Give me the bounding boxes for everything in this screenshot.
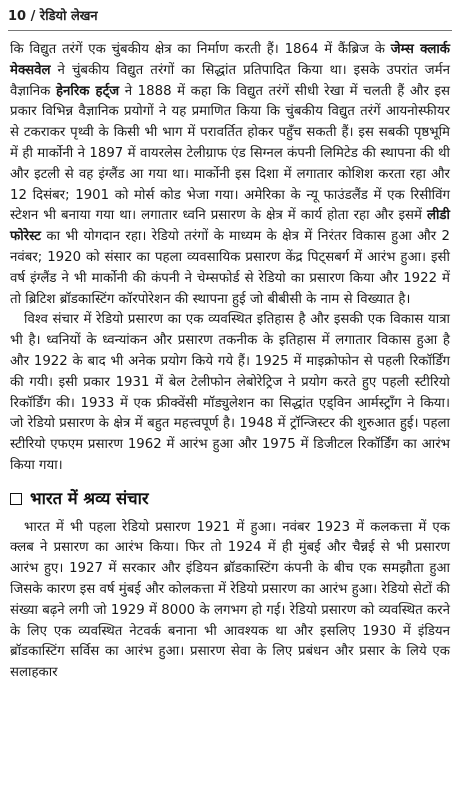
paragraph-1-text-1: कि विद्युत तरंगें एक चुंबकीय क्षेत्र का निर्माण करती हैं। 1864 में कैंब्रिज के	[10, 42, 391, 57]
body-text	[10, 40, 450, 684]
name-maxwell: जेम्स क्लार्क मेक्सवेल	[10, 42, 450, 78]
book-title: रेडियो लेखन	[39, 9, 98, 24]
section-heading-text: भारत में श्रव्य संचार	[30, 488, 149, 508]
paragraph-2: विश्व संचार में रेडियो प्रसारण का एक व्यवस्थित इतिहास है और इसकी एक विकास यात्रा भी है। ध्वनियों के ध्वन्यांकन और प्रसारण तकनीक के इतिहास में लगातार विकास हुआ है और 1922 के बाद भी अनेक प्रयोग किये गये हैं। 1925 में माइक्रोफोन से पहली रिकॉर्डिंग की गयी। इसी प्रकार 1931 में बेल टेलीफोन लेबोरेट्रिज ने प्रयोग करते हुए पहली स्टीरियो रिकॉर्डिंग की। 1933 में एक फ्रीक्वेंसी मॉड्युलेशन का सिद्धांत एड्विन आर्मस्ट्रॉंग ने किया। जो रेडियो प्रसारण के क्षेत्र में बहुत महत्त्वपूर्ण है। 1948 में ट्रॉन्जिस्टर की शुरुआत हुई। पहला स्टीरियो एफएम प्रसारण 1962 में आरंभ हुआ और 1975 में डिजीटल रिकॉर्डिंग का आरंभ किया गया।	[10, 312, 450, 473]
square-bullet-icon	[10, 493, 22, 505]
paragraph-1-text-3: ने 1888 में कहा कि विद्युत तरंगें सीधी रेखा में चलती हैं और इस प्रकार विभिन्न वैज्ञानिक प्रयोगों ने यह प्रमाणित किया कि चुंबकीय विद्युत तरंगें आयनोस्फीयर से टकराकर पृथ्वी के किसी भी भाग में परावर्तित होकर पहुँच सकती हैं। इस सबकी पृष्ठभूमि में ही मार्कोनी ने 1897 में वायरलेस टेलीग्राफ एंड सिग्नल कंपनी लिमिटेड की स्थापना की थी और इटली से वह इंग्लैंड आ गया था। मार्कोनी इस दिशा में लगातार कोशिश करता रहा और 12 दिसंबर; 1901 को मोर्स कोड भेजा गया। अमेरिका के न्यू फाउंडलैंड में एक रिसीविंग स्टेशन भी बनाया गया था। लगातार ध्वनि प्रसारण के क्षेत्र में कार्य होता रहा और इसमें	[10, 83, 450, 224]
name-forest: लीडी फोरेस्ट	[10, 208, 450, 245]
running-header	[8, 6, 98, 24]
name-hertz: हेनरिक हर्ट्ज	[55, 83, 120, 99]
paragraph-1	[10, 40, 450, 310]
header-separator: /	[30, 9, 36, 24]
section-paragraph: भारत में भी पहला रेडियो प्रसारण 1921 में हुआ। नवंबर 1923 में कलकत्ता में एक क्लब ने प्रसारण का आरंभ किया। फिर तो 1924 में ही मुंबई और चैन्नई से भी प्रसारण आरंभ हुए। 1927 में सरकार और इंडियन ब्रॉडकास्टिंग कंपनी के बीच एक समझौता हुआ जिसके कारण इस वर्ष मुंबई और कोलकत्ता में रेडियो प्रसारण का आरंभ हुआ। रेडियो सेटों की संख्या बढ़ने लगी जो 1929 में 8000 के लगभग हो गई। रेडियो प्रसारण को व्यवस्थित करने के लिए एक व्यवस्थित नेटवर्क बनाना भी आवश्यक था और इसलिए 1930 में इंडियन ब्रॉडकास्टिंग सर्विस का आरंभ हुआ। प्रसारण सेवा के लिए प्रबंधन और प्रसार के लिये एक सलाहकार	[10, 519, 450, 681]
paragraph-1-text-4: का भी योगदान रहा। रेडियो तरंगों के माध्यम के क्षेत्र में निरंतर विकास हुआ और 2 नवंबर; 1920 को संसार का पहला व्यवसायिक प्रसारण केंद्र पिट्सबर्ग में आरंभ हुआ। इसी वर्ष इंग्लैंड ने भी मार्कोनी की कंपनी ने चेम्सफोर्ड से रेडियो का प्रसारण किया और 1922 में तो ब्रिटिश ब्रॉडकास्टिंग कॉरपोरेशन की स्थापना हुई जो बीबीसी के नाम से विख्यात है।	[10, 229, 450, 307]
paragraph-1-text-2: ने चुंबकीय विद्युत तरंगों का सिद्धांत प्रतिपादित किया था। इसके उपरांत जर्मन वैज्ञानिक	[10, 62, 450, 99]
header-rule	[8, 30, 452, 31]
page-number: 10	[8, 9, 27, 24]
section-heading	[10, 489, 450, 510]
